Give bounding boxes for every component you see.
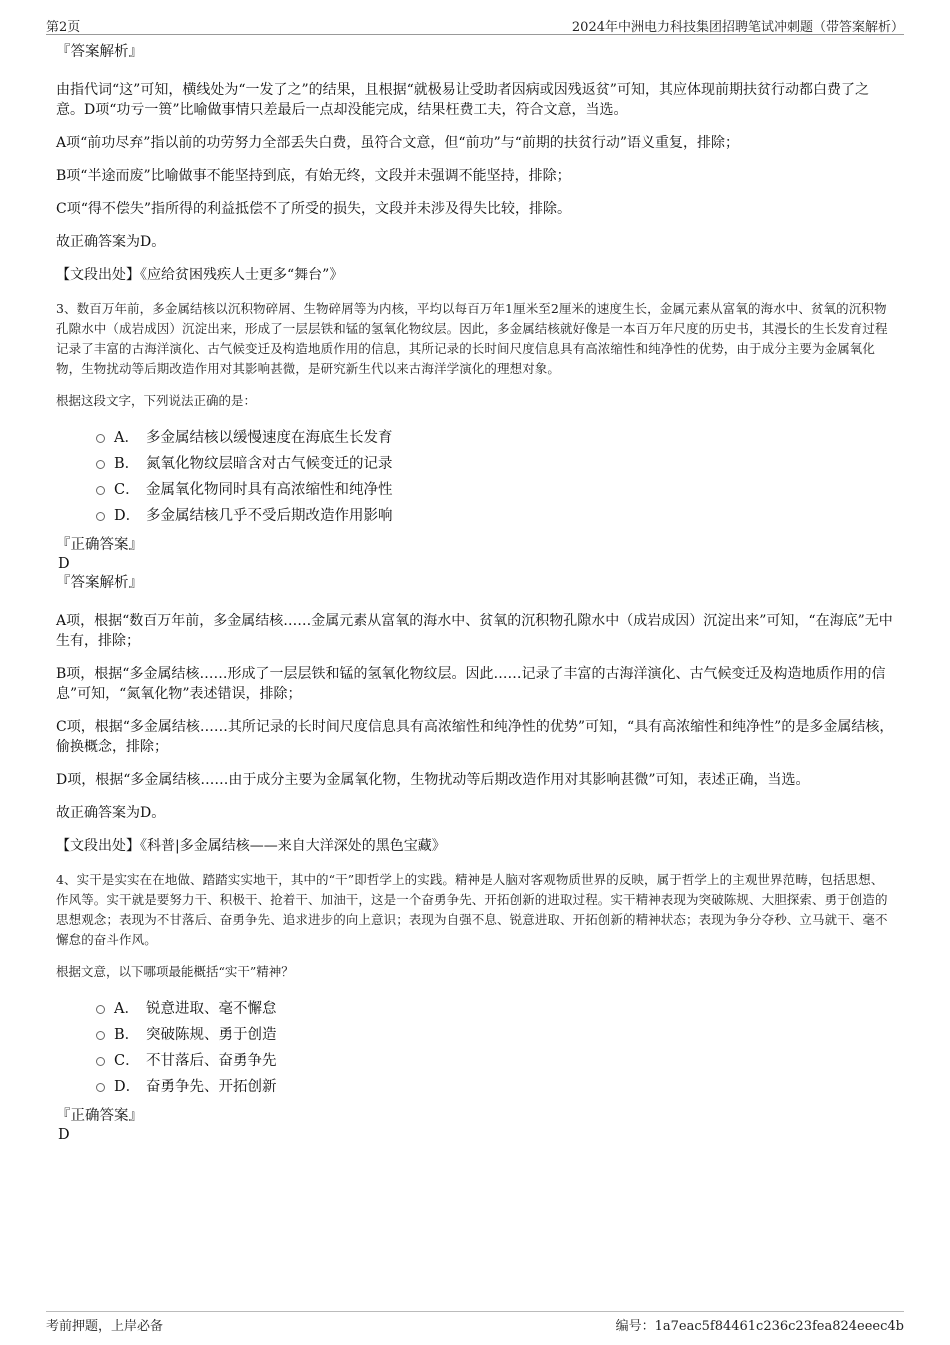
radio-icon[interactable] <box>96 1005 105 1014</box>
option-letter: D． <box>114 508 141 524</box>
radio-icon[interactable] <box>96 486 105 495</box>
q2-analysis-para: B项“半途而废”比喻做事不能坚持到底，有始无终，文段并未强调不能坚持，排除； <box>56 168 571 184</box>
q3-answer: D <box>58 556 70 572</box>
option-text: 不甘落后、奋勇争先 <box>146 1053 277 1069</box>
radio-icon[interactable] <box>96 1083 105 1092</box>
q2-analysis-para: A项“前功尽弃”指以前的功劳努力全部丢失白费，虽符合文意，但“前功”与“前期的扶贫行动”语义重复，排除； <box>56 135 740 151</box>
radio-icon[interactable] <box>96 1057 105 1066</box>
q3-option-b[interactable] <box>56 451 894 477</box>
q4-options <box>56 996 894 1100</box>
q3-source: 【文段出处】《科普|多金属结核——来自大洋深处的黑色宝藏》 <box>56 838 446 854</box>
q4-prompt: 根据文意，以下哪项最能概括“实干”精神？ <box>56 964 294 979</box>
q2-source: 【文段出处】《应给贫困残疾人士更多“舞台”》 <box>56 267 344 283</box>
q2-conclusion: 故正确答案为D。 <box>56 234 166 250</box>
q2-analysis-label: 『答案解析』 <box>56 44 143 60</box>
option-letter: C． <box>114 482 140 498</box>
q4-stem: 4、实干是实实在在地做、踏踏实实地干，其中的“干”即哲学上的实践。精神是人脑对客观物质世界的反映，属于哲学上的主观世界范畴，包括思想、作风等。实干就是要努力干、积极干、抢着干、加油干，这是一个奋勇争先、开拓创新的进取过程。实干精神表现为突破陈规、大胆探索、勇于创造的思想观念；表现为不甘落后、奋勇争先、追求进步的向上意识；表现为自强不息、锐意进取、开拓创新的精神状态；表现为争分夺秒、立马就干、毫不懈怠的奋斗作风。 <box>56 872 888 947</box>
q4-answer: D <box>58 1127 70 1143</box>
q2-analysis-para: 由指代词“这”可知，横线处为“一发了之”的结果，且根据“就极易让受助者因病或因残返贫”可知，其应体现前期扶贫行动都白费了之意。D项“功亏一篑”比喻做事情只差最后一点却没能完成，结果枉费工夫，符合文意，当选。 <box>56 82 869 118</box>
radio-icon[interactable] <box>96 1031 105 1040</box>
option-text: 多金属结核几乎不受后期改造作用影响 <box>146 508 393 524</box>
option-text: 锐意进取、毫不懈怠 <box>146 1001 277 1017</box>
q4-answer-label: 『正确答案』 <box>56 1108 143 1124</box>
q3-analysis-para: B项，根据“多金属结核……形成了一层层铁和锰的氢氧化物纹层。因此……记录了丰富的古海洋演化、古气候变迁及构造地质作用的信息”可知，“氮氧化物”表述错误，排除； <box>56 666 886 702</box>
option-letter: B． <box>114 1027 140 1043</box>
option-letter: D． <box>114 1079 141 1095</box>
q3-answer-label: 『正确答案』 <box>56 537 143 553</box>
page-header <box>46 14 904 35</box>
option-text: 奋勇争先、开拓创新 <box>146 1079 277 1095</box>
q3-option-c[interactable] <box>56 477 894 503</box>
option-text: 突破陈规、勇于创造 <box>146 1027 277 1043</box>
q3-conclusion: 故正确答案为D。 <box>56 805 166 821</box>
q4-option-a[interactable] <box>56 996 894 1022</box>
radio-icon[interactable] <box>96 512 105 521</box>
document-id: 编号：1a7eac5f84461c236c23fea824eeec4b <box>615 1319 904 1334</box>
option-text: 多金属结核以缓慢速度在海底生长发育 <box>146 430 393 446</box>
page-content <box>56 42 894 1144</box>
option-letter: B． <box>114 456 140 472</box>
document-title: 2024年中洲电力科技集团招聘笔试冲刺题（带答案解析） <box>571 20 904 35</box>
option-letter: A． <box>114 430 139 446</box>
q3-analysis-para: D项，根据“多金属结核……由于成分主要为金属氧化物，生物扰动等后期改造作用对其影响甚微”可知，表述正确，当选。 <box>56 772 810 788</box>
q4-option-c[interactable] <box>56 1048 894 1074</box>
option-letter: C． <box>114 1053 140 1069</box>
option-text: 氮氧化物纹层暗含对古气候变迁的记录 <box>146 456 393 472</box>
q3-option-a[interactable] <box>56 425 894 451</box>
option-text: 金属氧化物同时具有高浓缩性和纯净性 <box>146 482 393 498</box>
page-footer <box>46 1311 904 1334</box>
q3-analysis-label: 『答案解析』 <box>56 575 143 591</box>
q3-analysis-para: C项，根据“多金属结核……其所记录的长时间尺度信息具有高浓缩性和纯净性的优势”可知，“具有高浓缩性和纯净性”的是多金属结核，偷换概念，排除； <box>56 719 894 755</box>
q3-options <box>56 425 894 529</box>
option-letter: A． <box>114 1001 139 1017</box>
q4-option-b[interactable] <box>56 1022 894 1048</box>
q3-analysis-para: A项，根据“数百万年前，多金属结核……金属元素从富氧的海水中、贫氧的沉积物孔隙水中（成岩成因）沉淀出来”可知，“在海底”无中生有，排除； <box>56 613 893 649</box>
q4-option-d[interactable] <box>56 1074 894 1100</box>
page-number: 第2页 <box>46 20 81 35</box>
q3-prompt: 根据这段文字，下列说法正确的是： <box>56 393 257 408</box>
q2-analysis-para: C项“得不偿失”指所得的利益抵偿不了所受的损失，文段并未涉及得失比较，排除。 <box>56 201 572 217</box>
radio-icon[interactable] <box>96 434 105 443</box>
radio-icon[interactable] <box>96 460 105 469</box>
q3-option-d[interactable] <box>56 503 894 529</box>
footer-slogan: 考前押题，上岸必备 <box>46 1319 164 1334</box>
q3-stem: 3、数百万年前，多金属结核以沉积物碎屑、生物碎屑等为内核，平均以每百万年1厘米至2厘米的速度生长，金属元素从富氧的海水中、贫氧的沉积物孔隙水中（成岩成因）沉淀出来，形成了一层层铁和锰的氢氧化物纹层。因此，多金属结核就好像是一本百万年尺度的历史书，其漫长的生长发育过程记录了丰富的古海洋演化、古气候变迁及构造地质作用的信息，其所记录的长时间尺度信息具有高浓缩性和纯净性的优势，由于成分主要为金属氧化物，生物扰动等后期改造作用对其影响甚微，是研究新生代以来古海洋学演化的理想对象。 <box>56 301 888 376</box>
